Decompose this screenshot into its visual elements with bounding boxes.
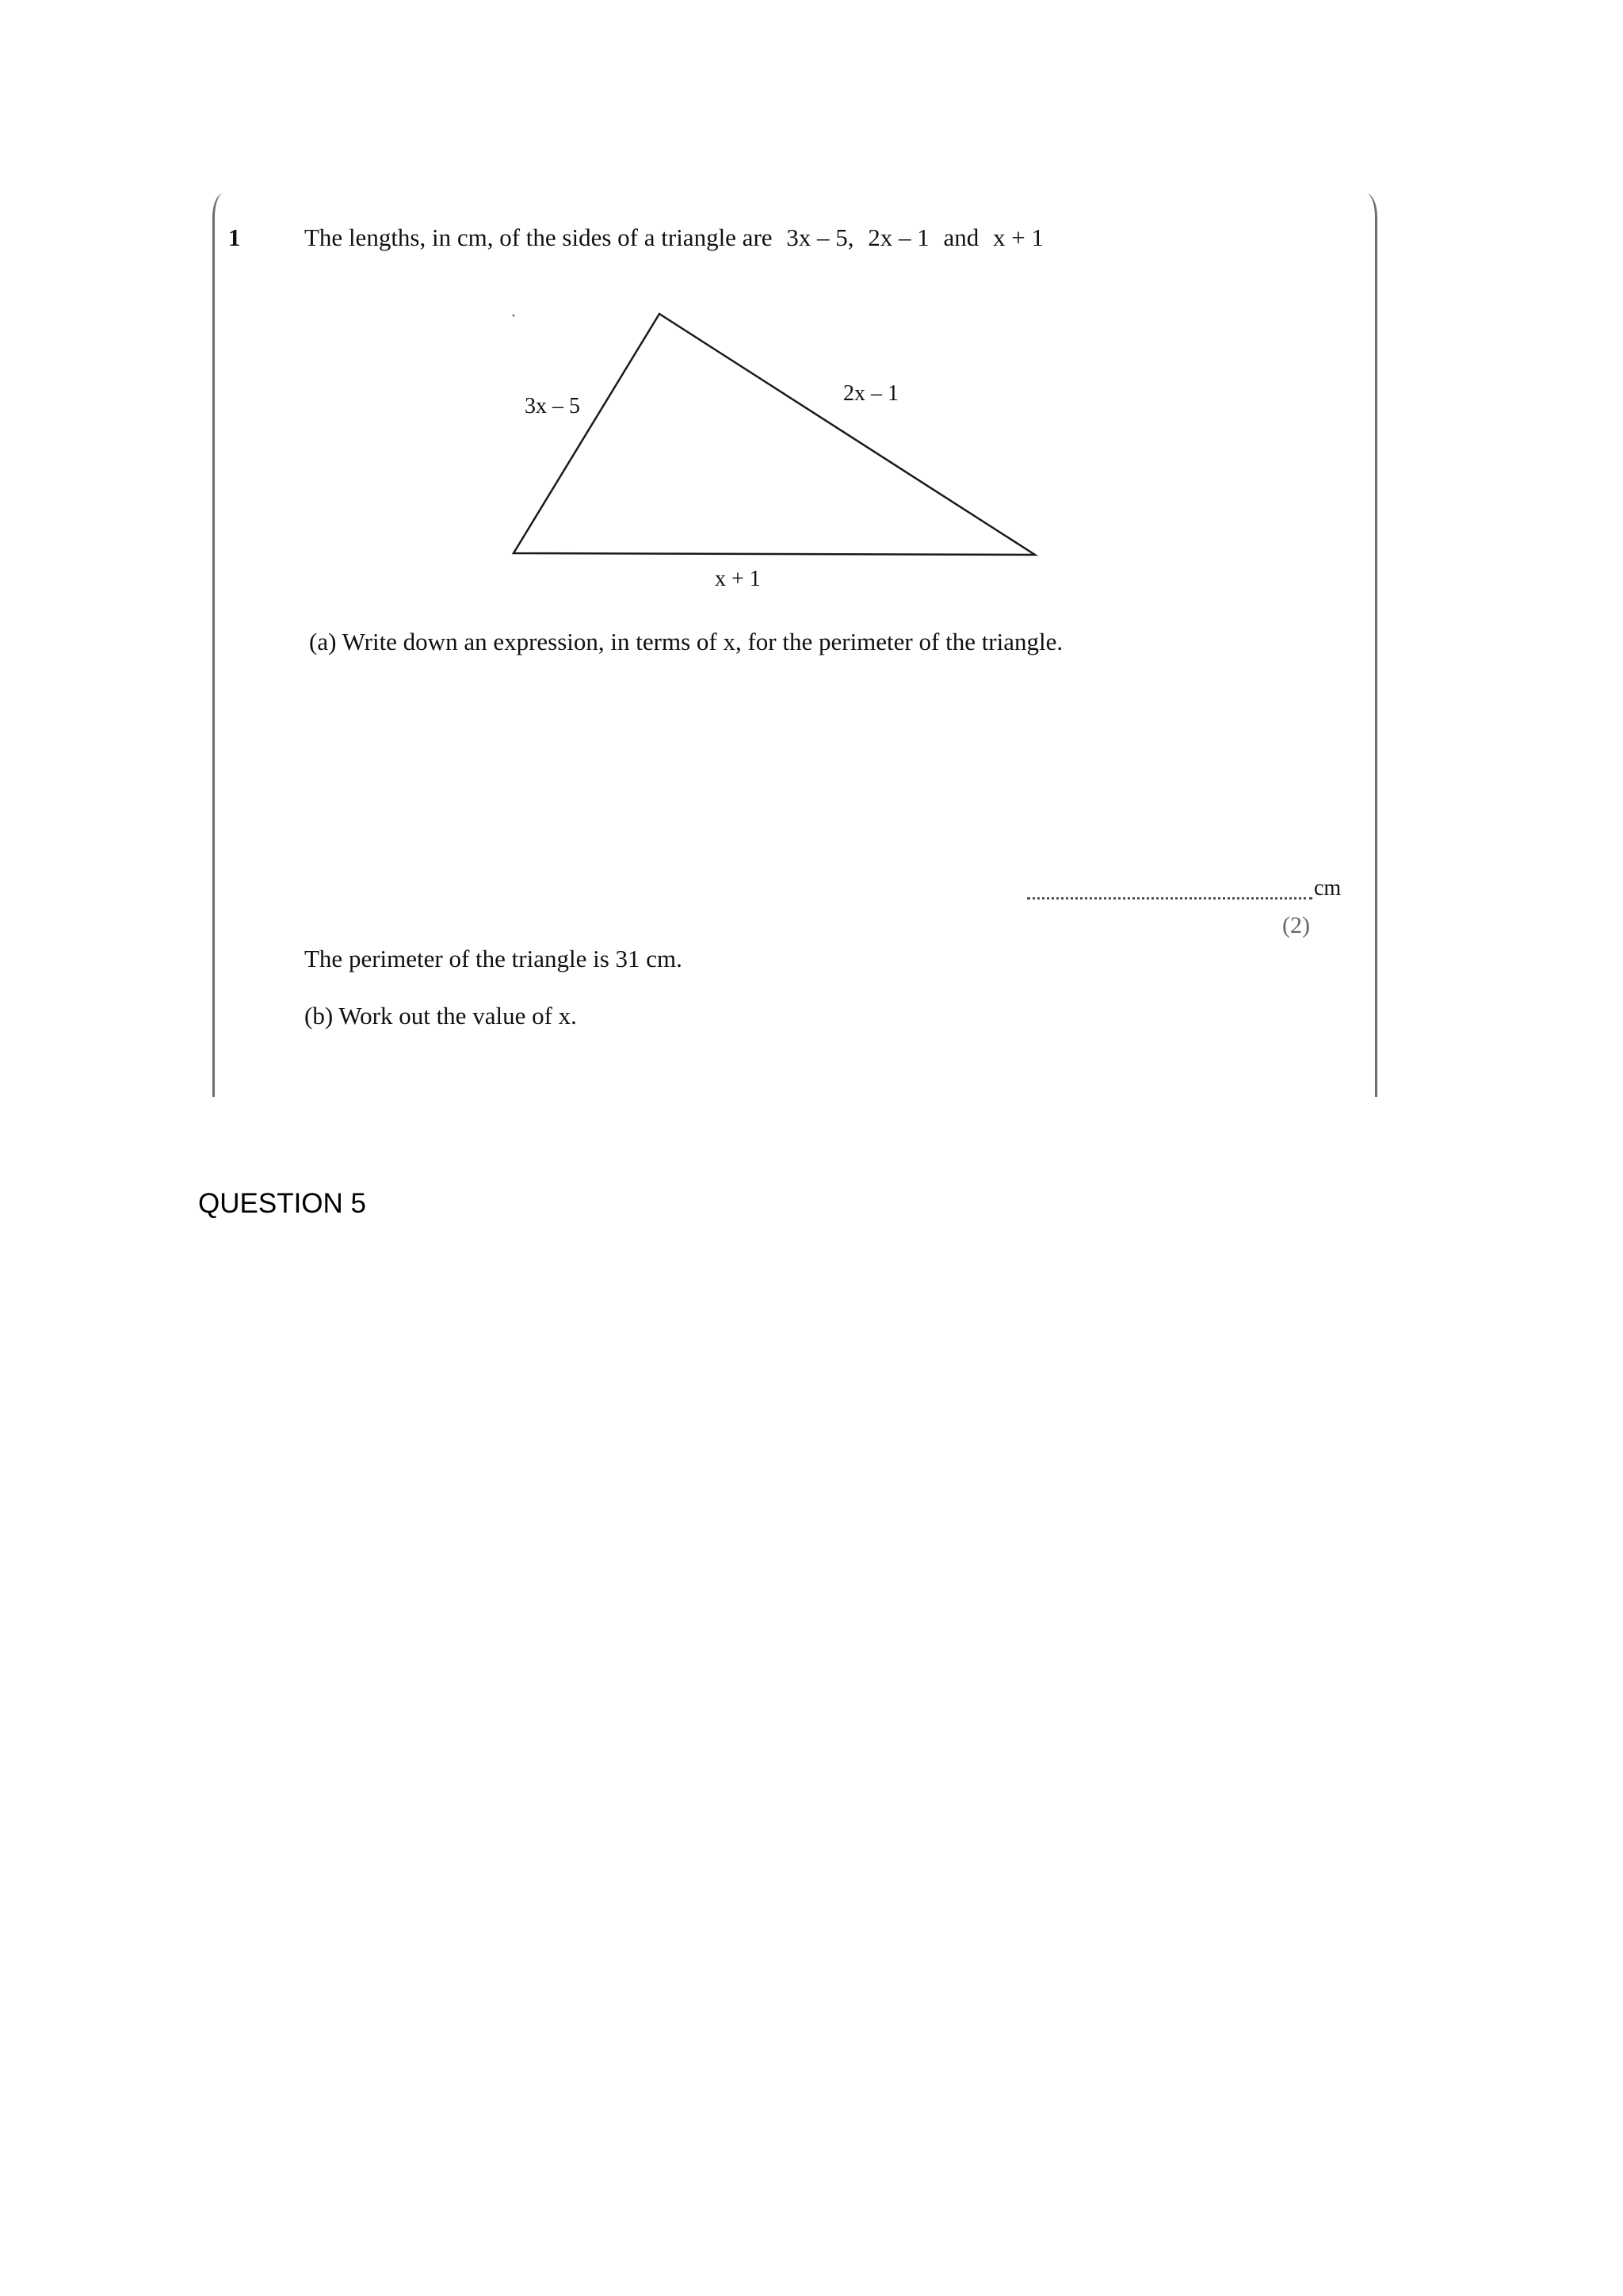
stem-expression-2: 2x – 1: [868, 223, 930, 251]
side-label-bottom: x + 1: [715, 567, 761, 591]
frame-right-border: [1364, 193, 1377, 1097]
stem-expression-3: x + 1: [993, 223, 1044, 251]
part-a-label: (a): [309, 628, 337, 655]
triangle-diagram: [491, 293, 1062, 610]
diagram-dot: [513, 315, 515, 317]
question-number: 1: [228, 223, 241, 251]
question-stem: [304, 222, 1044, 254]
triangle-svg: [491, 293, 1062, 610]
part-a: [309, 626, 1063, 658]
side-label-left: 3x – 5: [525, 394, 580, 418]
perimeter-info: The perimeter of the triangle is 31 cm.: [304, 945, 682, 972]
side-label-right: 2x – 1: [843, 381, 899, 406]
part-b-label: (b): [304, 1002, 334, 1030]
stem-and: and: [943, 223, 980, 251]
stem-expression-1: 3x – 5,: [786, 223, 854, 251]
part-b: [304, 1000, 577, 1032]
marks-a: (2): [1282, 912, 1310, 938]
answer-unit: cm: [1314, 876, 1342, 900]
part-a-text: Write down an expression, in terms of x, for the perimeter of the triangle.: [342, 628, 1064, 655]
answer-line-a[interactable]: [1027, 897, 1312, 900]
question-5-heading: QUESTION 5: [198, 1188, 366, 1219]
triangle-shape: [514, 314, 1035, 555]
stem-text: The lengths, in cm, of the sides of a triangle are: [304, 223, 773, 251]
part-b-text: Work out the value of x.: [338, 1002, 577, 1030]
frame-left-border: [212, 193, 226, 1097]
